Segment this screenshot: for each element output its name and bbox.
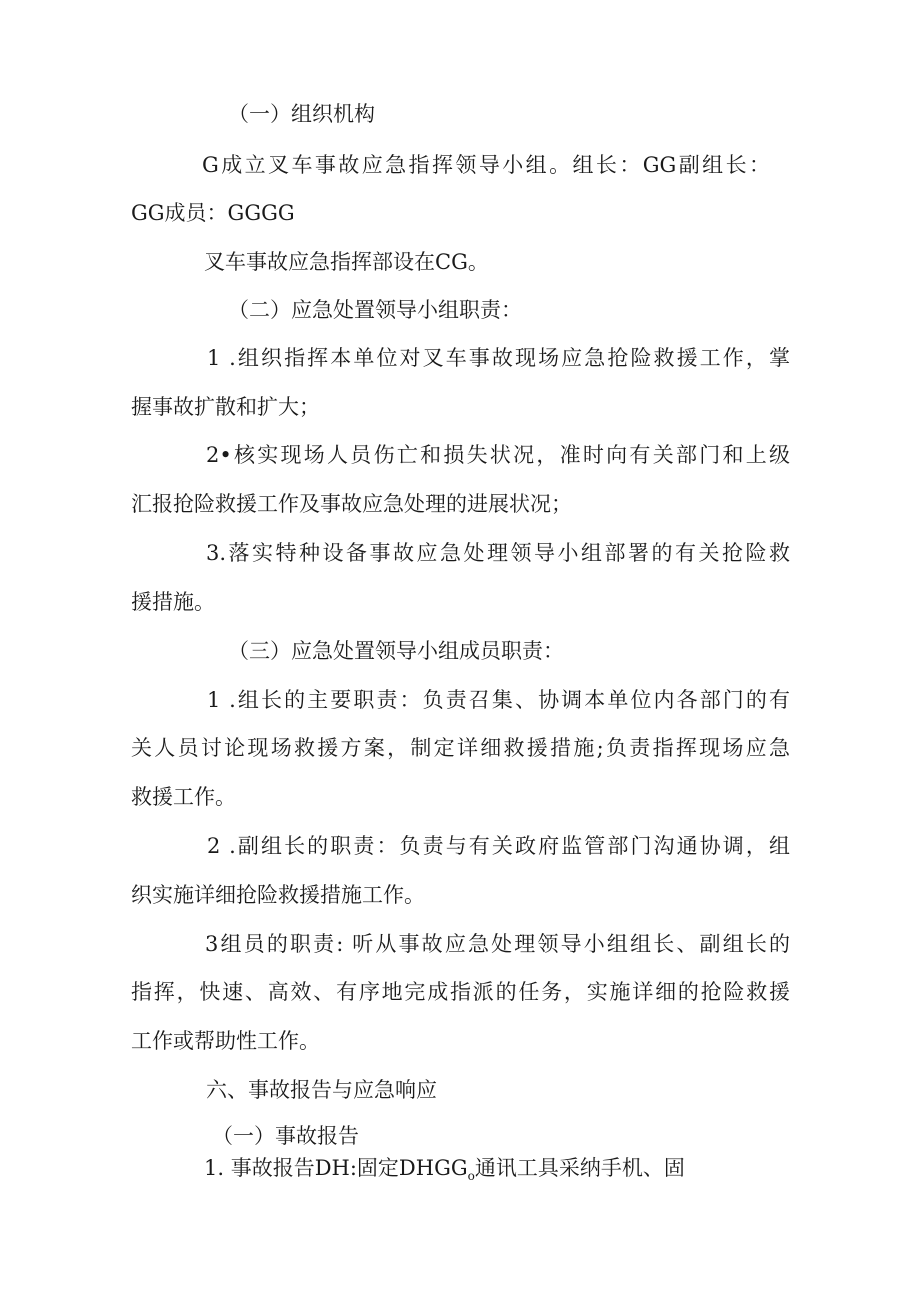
duty-2-line-2: 汇报抢险救援工作及事故应急处理的进展状况；	[131, 492, 572, 516]
duty-3-line-1: 3.落实特种设备事故应急处理领导小组部署的有关抢险救	[206, 541, 790, 565]
member-1-line-3: 救援工作。	[131, 785, 236, 809]
paragraph-org-line-1: G成立叉车事故应急指挥领导小组。组长：GG副组长：	[202, 153, 770, 177]
section-6-heading: 六、事故报告与应急响应	[206, 1078, 437, 1102]
heading-organization: （一）组织机构	[228, 102, 375, 126]
report-line-1	[204, 1155, 685, 1189]
member-2-line-1: 2 .副组长的职责：负责与有关政府监管部门沟通协调，组	[207, 834, 790, 858]
duty-1-line-1: 1 .组织指挥本单位对叉车事故现场应急抢险救援工作，掌	[207, 346, 790, 370]
report-line-text-a: 1. 事故报告DH:固定DHGG	[204, 1156, 468, 1180]
paragraph-org-line-2: GG成员：GGGG	[131, 201, 295, 225]
member-3-line-1: 3组员的职责: 听从事故应急处理领导小组组长、副组长的	[205, 932, 790, 956]
heading-group-duties: （二）应急处置领导小组职责：	[228, 298, 522, 322]
member-3-line-2: 指挥，快速、高效、有序地完成指派的任务，实施详细的抢险救援	[131, 980, 790, 1004]
report-line-subscript: o	[467, 1169, 475, 1183]
duty-1-line-2: 握事故扩散和扩大；	[131, 395, 320, 419]
duty-3-line-2: 援措施。	[131, 590, 215, 614]
member-2-line-2: 织实施详细抢险救援措施工作。	[131, 883, 425, 907]
member-1-line-1: 1 .组长的主要职责：负责召集、协调本单位内各部门的有	[207, 688, 790, 712]
report-line-text-b: 通讯工具采纳手机、固	[474, 1156, 685, 1180]
paragraph-headquarters: 叉车事故应急指挥部设在CG。	[204, 250, 489, 274]
heading-member-duties: （三）应急处置领导小组成员职责：	[228, 639, 564, 663]
member-3-line-3: 工作或帮助性工作。	[131, 1029, 320, 1053]
duty-2-line-1: 2•核实现场人员伤亡和损失状况，准时向有关部门和上级	[206, 443, 790, 467]
member-1-line-2: 关人员讨论现场救援方案，制定详细救援措施;负责指挥现场应急	[131, 736, 790, 760]
heading-accident-report: （一）事故报告	[212, 1124, 359, 1148]
